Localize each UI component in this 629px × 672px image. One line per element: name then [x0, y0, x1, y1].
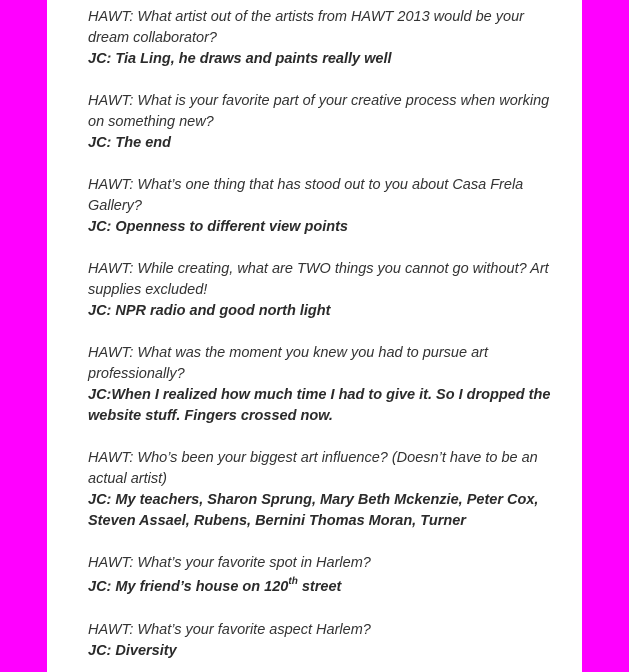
content-panel: [47, 0, 582, 672]
interview-item: [88, 91, 558, 154]
ordinal-suffix: th: [288, 576, 298, 588]
interview-item: [88, 620, 558, 662]
question: HAWT: What’s one thing that has stood out to you about Casa Frela Gallery?: [88, 177, 524, 214]
question: HAWT: Who’s been your biggest art influence? (Doesn’t have to be an actual artist): [88, 450, 538, 487]
answer: JC: The end: [88, 135, 171, 151]
answer-text: street: [297, 579, 342, 595]
answer: [88, 577, 558, 598]
answer: JC: Diversity: [88, 643, 177, 659]
interview-item: [88, 7, 558, 70]
question: HAWT: What was the moment you knew you had to pursue art professionally?: [88, 345, 489, 382]
question: HAWT: What is your favorite part of your creative process when working on something new?: [88, 93, 550, 130]
question: HAWT: What’s your favorite aspect Harlem?: [88, 622, 371, 638]
question: HAWT: What artist out of the artists from HAWT 2013 would be your dream collaborator?: [88, 9, 524, 46]
question: HAWT: What’s your favorite spot in Harlem?: [88, 555, 371, 571]
answer: JC: My teachers, Sharon Sprung, Mary Beth Mckenzie, Peter Cox, Steven Assael, Rubens, Bernini Thomas Moran, Turner: [88, 492, 539, 529]
answer: JC: NPR radio and good north light: [88, 303, 331, 319]
answer: JC:When I realized how much time I had to give it. So I dropped the website stuff. Fingers crossed now.: [88, 387, 551, 424]
interview-item: [88, 553, 558, 598]
answer-text: JC: My friend’s house on 120: [88, 579, 289, 595]
interview-item: [88, 343, 558, 427]
answer: JC: Tia Ling, he draws and paints really well: [88, 51, 392, 67]
interview-item: [88, 259, 558, 322]
interview-item: [88, 448, 558, 532]
interview-item: [88, 175, 558, 238]
question: HAWT: While creating, what are TWO things you cannot go without? Art supplies excluded!: [88, 261, 549, 298]
answer: JC: Openness to different view points: [88, 219, 348, 235]
